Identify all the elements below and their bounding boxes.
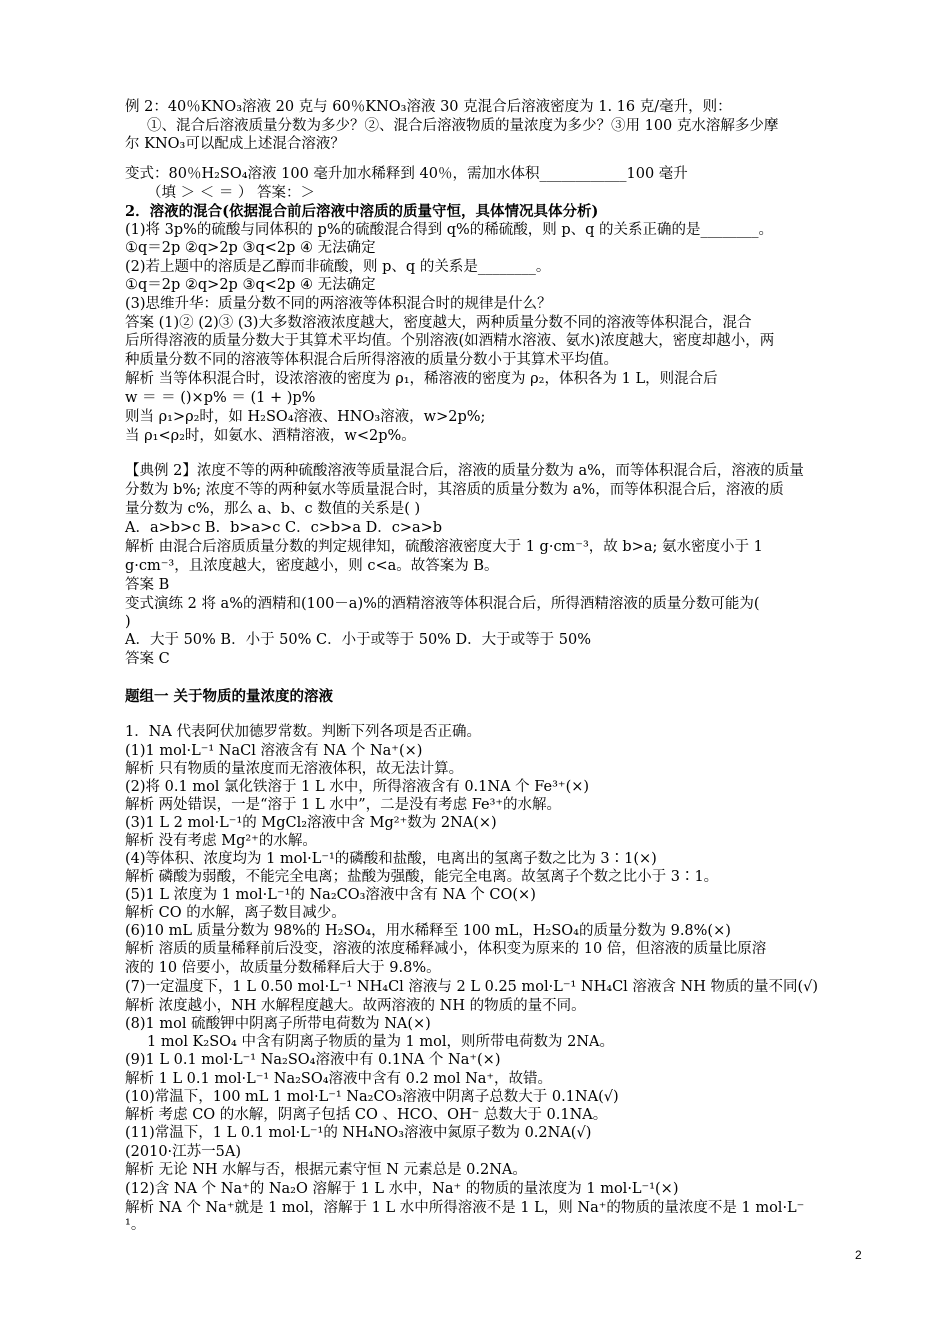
text-line: ): [125, 614, 131, 630]
text-line: (7)一定温度下，1 L 0.50 mol·L⁻¹ NH₄Cl 溶液与 2 L 0.25 mol·L⁻¹ NH₄Cl 溶液含 NH 物质的量不同(√): [125, 979, 819, 995]
text-line: 则当 ρ₁>ρ₂时，如 H₂SO₄溶液、HNO₃溶液，w>2p%;: [125, 409, 486, 425]
text-line: (11)常温下，1 L 0.1 mol·L⁻¹的 NH₄NO₃溶液中氮原子数为 0.2NA(√): [125, 1125, 592, 1141]
text-line: (2010·江苏一5A): [125, 1144, 242, 1160]
text-line: （填 ＞ ＜ ＝ ） 答案：＞: [147, 185, 316, 201]
text-line: 解析 无论 NH 水解与否，根据元素守恒 N 元素总是 0.2NA。: [125, 1162, 527, 1178]
text-line: 变式：80％H₂SO₄溶液 100 毫升加水稀释到 40％，需加水体积____________100 毫升: [125, 166, 688, 182]
text-line: 答案 B: [125, 577, 170, 593]
text-line: 1．NA 代表阿伏加德罗常数。判断下列各项是否正确。: [125, 724, 481, 740]
text-line: 解析 CO 的水解，离子数目减少。: [125, 905, 346, 921]
text-line: (3)思维升华：质量分数不同的两溶液等体积混合时的规律是什么？: [125, 296, 552, 312]
text-line: 尔 KNO₃可以配成上述混合溶液？: [125, 136, 345, 152]
text-line: (6)10 mL 质量分数为 98%的 H₂SO₄，用水稀释至 100 mL，H₂SO₄的质量分数为 9.8%(×): [125, 923, 731, 939]
text-line: 种质量分数不同的溶液等体积混合后所得溶液的质量分数小于其算术平均值。: [125, 352, 618, 368]
section-heading: 题组一 关于物质的量浓度的溶液: [125, 688, 334, 705]
text-line: ①q＝2p ②q>2p ③q<2p ④ 无法确定: [125, 277, 376, 293]
text-line: 解析 考虑 CO 的水解，阴离子包括 CO 、HCO、OH⁻ 总数大于 0.1NA。: [125, 1107, 608, 1123]
answer-options: A．a>b>c B．b>a>c C．c>b>a D．c>a>b: [125, 520, 443, 536]
text-line: 1 mol K₂SO₄ 中含有阴离子物质的量为 1 mol，则所带电荷数为 2NA。: [147, 1034, 615, 1050]
text-line: 变式演练 2 将 a%的酒精和(100－a)%的酒精溶液等体积混合后，所得酒精溶液的质量分数可能为(: [125, 596, 760, 612]
text-line: ¹。: [125, 1217, 146, 1233]
text-line: 解析 当等体积混合时，设浓溶液的密度为 ρ₁，稀溶液的密度为 ρ₂，体积各为 1 L，则混合后: [125, 371, 718, 387]
text-line: 分数为 b%; 浓度不等的两种氨水等质量混合时，其溶质的质量分数为 a%，而等体积混合后，溶液的质: [125, 482, 784, 498]
text-line: 解析 溶质的质量稀释前后没变，溶液的浓度稀释减小，体积变为原来的 10 倍，但溶液的质量比原溶: [125, 941, 767, 957]
text-line: (4)等体积、浓度均为 1 mol·L⁻¹的磷酸和盐酸，电离出的氢离子数之比为 3∶1(×): [125, 851, 657, 867]
answer-options: A．大于 50% B．小于 50% C．小于或等于 50% D．大于或等于 50%: [125, 632, 592, 648]
text-line: 解析 只有物质的量浓度而无溶液体积，故无法计算。: [125, 761, 464, 777]
text-line: 解析 NA 个 Na⁺就是 1 mol，溶解于 1 L 水中所得溶液不是 1 L，则 Na⁺的物质的量浓度不是 1 mol·L⁻: [125, 1200, 805, 1216]
page-number: 2: [855, 1248, 862, 1262]
text-line: 解析 磷酸为弱酸，不能完全电离；盐酸为强酸，能完全电离。故氢离子个数之比小于 3∶1。: [125, 869, 719, 885]
text-line: 解析 浓度越小，NH 水解程度越大。故两溶液的 NH 的物质的量不同。: [125, 998, 586, 1014]
text-line: (1)1 mol·L⁻¹ NaCl 溶液含有 NA 个 Na⁺(×): [125, 743, 423, 759]
text-line: 当 ρ₁<ρ₂时，如氨水、酒精溶液，w<2p%。: [125, 428, 416, 444]
text-line: (10)常温下，100 mL 1 mol·L⁻¹ Na₂CO₃溶液中阴离子总数大于 0.1NA(√): [125, 1089, 619, 1105]
text-line: g·cm⁻³，且浓度越大，密度越小，则 c<a。故答案为 B。: [125, 558, 499, 574]
text-line: 答案 C: [125, 651, 170, 667]
text-line: (2)将 0.1 mol 氯化铁溶于 1 L 水中，所得溶液含有 0.1NA 个 Fe³⁺(×): [125, 779, 590, 795]
text-line: 解析 两处错误，一是“溶于 1 L 水中”，二是没有考虑 Fe³⁺的水解。: [125, 797, 562, 813]
text-line: (3)1 L 2 mol·L⁻¹的 MgCl₂溶液中含 Mg²⁺数为 2NA(×): [125, 815, 497, 831]
text-line: (8)1 mol 硫酸钾中阴离子所带电荷数为 NA(×): [125, 1016, 431, 1032]
text-line: 解析 1 L 0.1 mol·L⁻¹ Na₂SO₄溶液中含有 0.2 mol Na⁺，故错。: [125, 1071, 553, 1087]
text-line: ①、混合后溶液质量分数为多少？②、混合后溶液物质的量浓度为多少？③用 100 克水溶解多少摩: [147, 118, 779, 134]
text-line: 后所得溶液的质量分数大于其算术平均值。个别溶液(如酒精水溶液、氨水)浓度越大，密度却越小，两: [125, 333, 775, 349]
text-line: 解析 没有考虑 Mg²⁺的水解。: [125, 833, 317, 849]
text-line: 例 2：40％KNO₃溶液 20 克与 60％KNO₃溶液 30 克混合后溶液密度为 1. 16 克/毫升，则：: [125, 99, 732, 115]
text-line: (9)1 L 0.1 mol·L⁻¹ Na₂SO₄溶液中有 0.1NA 个 Na⁺(×): [125, 1052, 501, 1068]
text-line: 液的 10 倍要小，故质量分数稀释后大于 9.8%。: [125, 960, 441, 976]
text-line: (1)将 3p%的硫酸与同体积的 p%的硫酸混合得到 q%的稀硫酸，则 p、q 的关系正确的是________。: [125, 222, 774, 238]
section-heading: 2．溶液的混合(依据混合前后溶液中溶质的质量守恒，具体情况具体分析): [125, 203, 599, 220]
formula-line: w ＝ ＝ ()×p% ＝ (1 + )p%: [125, 390, 316, 406]
text-line: 量分数为 c%，那么 a、b、c 数值的关系是( ): [125, 501, 421, 517]
text-line: (12)含 NA 个 Na⁺的 Na₂O 溶解于 1 L 水中，Na⁺ 的物质的量浓度为 1 mol·L⁻¹(×): [125, 1181, 679, 1197]
text-line: 答案 (1)② (2)③ (3)大多数溶液浓度越大，密度越大，两种质量分数不同的溶液等体积混合，混合: [125, 315, 752, 331]
text-line: ①q＝2p ②q>2p ③q<2p ④ 无法确定: [125, 240, 376, 256]
text-line: (2)若上题中的溶质是乙醇而非硫酸，则 p、q 的关系是________。: [125, 259, 551, 275]
text-line: 【典例 2】浓度不等的两种硫酸溶液等质量混合后，溶液的质量分数为 a%，而等体积混合后，溶液的质量: [125, 463, 804, 479]
text-line: 解析 由混合后溶质质量分数的判定规律知，硫酸溶液密度大于 1 g·cm⁻³，故 b>a; 氨水密度小于 1: [125, 539, 763, 555]
text-line: (5)1 L 浓度为 1 mol·L⁻¹的 Na₂CO₃溶液中含有 NA 个 CO(×): [125, 887, 536, 903]
